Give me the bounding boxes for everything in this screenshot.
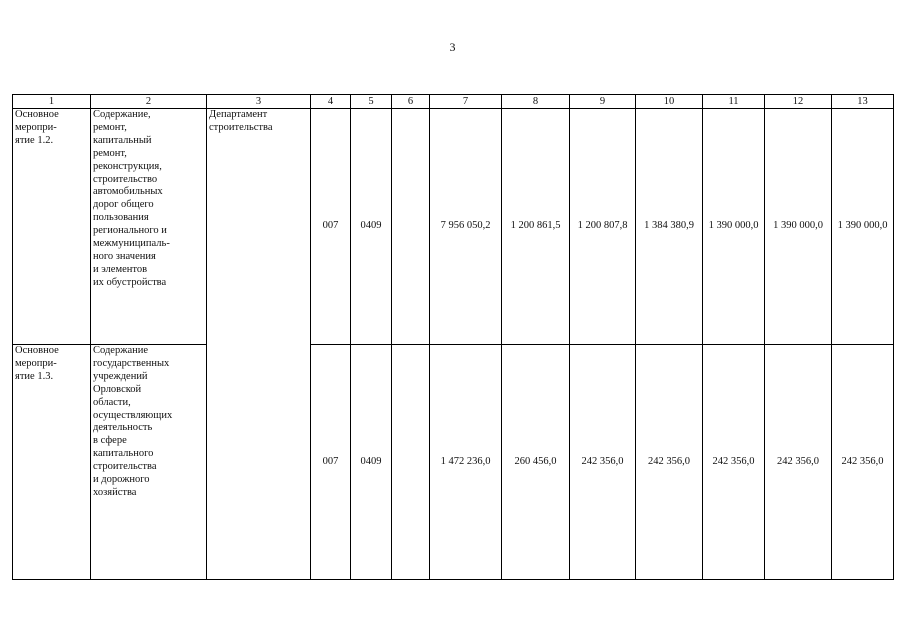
table-row <box>13 345 894 580</box>
value-cell: 260 456,0 <box>502 345 570 580</box>
column-header: 10 <box>636 95 703 109</box>
value-cell: 1 390 000,0 <box>765 109 832 345</box>
measure-name-cell: Основное меропри- ятие 1.2. <box>13 109 91 345</box>
value-cell: 1 200 807,8 <box>570 109 636 345</box>
measure-description-cell: Содержание государственных учреждений Орловской области, осуществляющих деятельность в сфере капитального строительства и дорожного хозяйства <box>91 345 207 580</box>
value-cell: 1 384 380,9 <box>636 109 703 345</box>
value-cell: 7 956 050,2 <box>430 109 502 345</box>
header-row <box>13 95 894 109</box>
column-header: 12 <box>765 95 832 109</box>
column-header: 7 <box>430 95 502 109</box>
value-cell: 007 <box>311 109 351 345</box>
department-cell: Департамент строительства <box>207 109 311 580</box>
value-cell: 1 200 861,5 <box>502 109 570 345</box>
value-cell: 242 356,0 <box>703 345 765 580</box>
table-row <box>13 109 894 345</box>
column-header: 4 <box>311 95 351 109</box>
column-header: 6 <box>392 95 430 109</box>
value-cell: 242 356,0 <box>570 345 636 580</box>
page-number: 3 <box>449 40 456 54</box>
value-cell: 242 356,0 <box>832 345 894 580</box>
column-header: 13 <box>832 95 894 109</box>
value-cell: 1 390 000,0 <box>703 109 765 345</box>
column-header: 3 <box>207 95 311 109</box>
column-header: 5 <box>351 95 392 109</box>
measure-name-cell: Основное меропри- ятие 1.3. <box>13 345 91 580</box>
column-header: 9 <box>570 95 636 109</box>
value-cell: 242 356,0 <box>765 345 832 580</box>
value-cell: 1 472 236,0 <box>430 345 502 580</box>
budget-table <box>12 94 894 580</box>
value-cell: 007 <box>311 345 351 580</box>
value-cell: 1 390 000,0 <box>832 109 894 345</box>
value-cell: 0409 <box>351 345 392 580</box>
measure-description-cell: Содержание, ремонт, капитальный ремонт, реконструкция, строительство автомобильных дорог общего пользования регионального и межмуниципаль- ного значения и элементов их обустройства <box>91 109 207 345</box>
column-header: 2 <box>91 95 207 109</box>
value-cell: 242 356,0 <box>636 345 703 580</box>
value-cell <box>392 109 430 345</box>
value-cell <box>392 345 430 580</box>
column-header: 8 <box>502 95 570 109</box>
column-header: 1 <box>13 95 91 109</box>
value-cell: 0409 <box>351 109 392 345</box>
column-header: 11 <box>703 95 765 109</box>
